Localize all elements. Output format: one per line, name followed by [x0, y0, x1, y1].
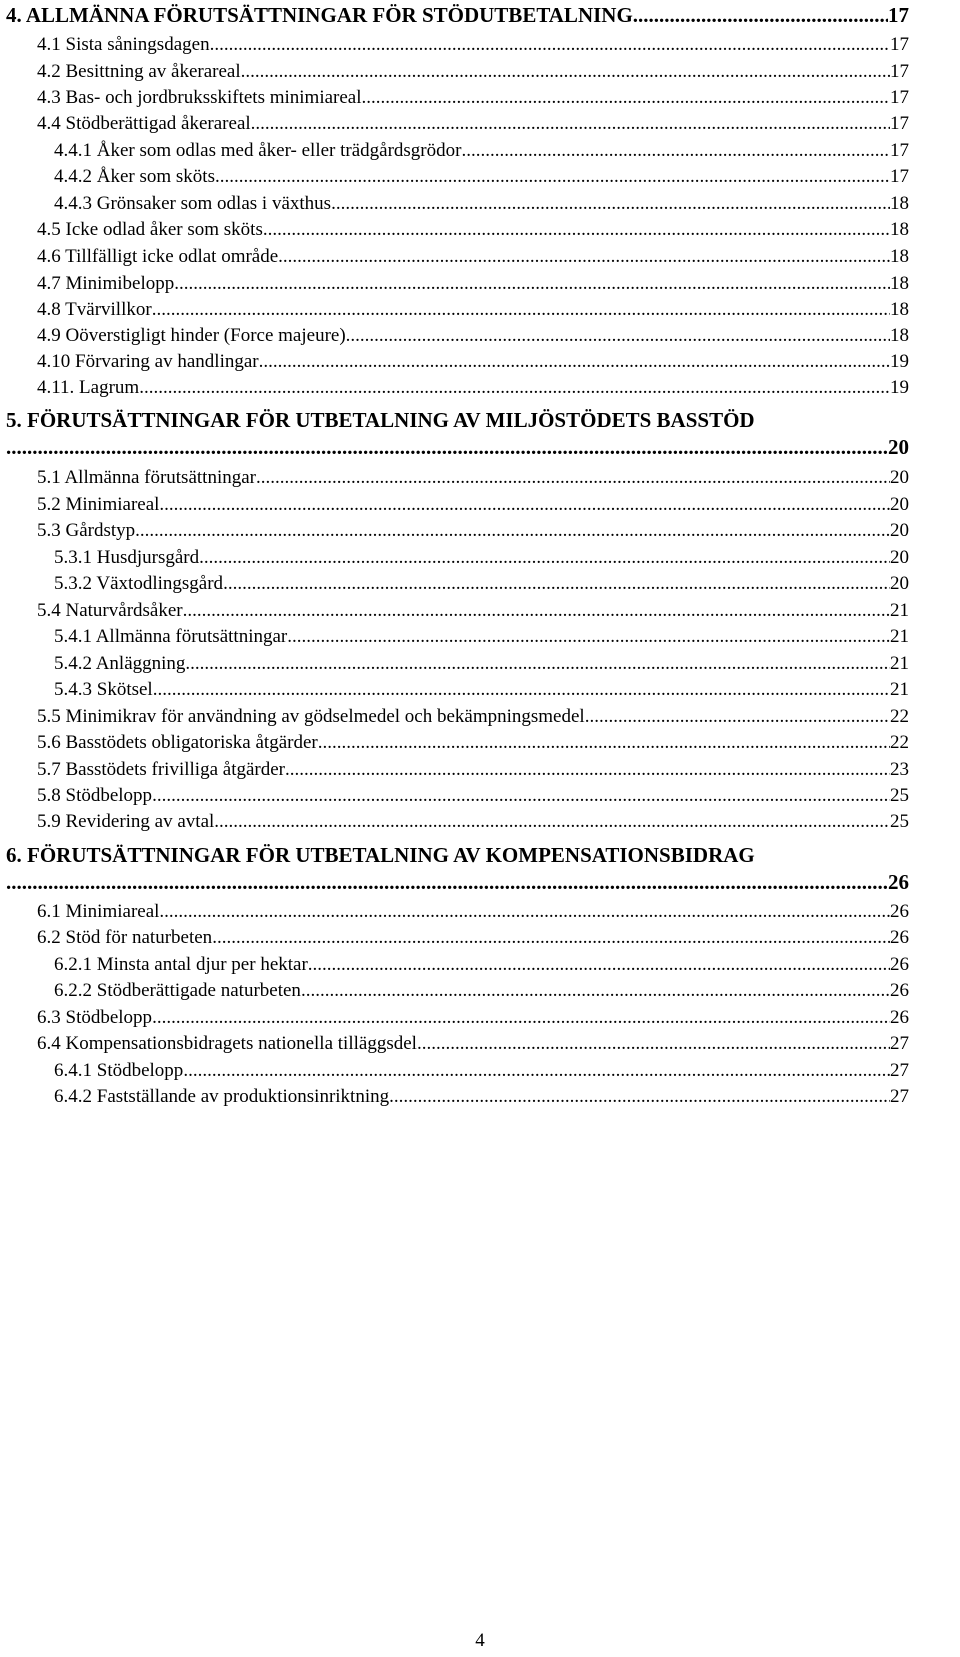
toc-entry-title: 6.2.2 Stödberättigade naturbeten: [54, 980, 301, 1001]
toc-entry-page: 26: [890, 954, 909, 975]
toc-entry-page: 27: [890, 1060, 909, 1081]
toc-heading-title: 6. FÖRUTSÄTTNINGAR FÖR UTBETALNING AV KOMPENSATIONSBIDRAG: [6, 843, 755, 867]
toc-entry-title: 6.3 Stödbelopp: [37, 1007, 153, 1028]
toc-entry-page: 26: [890, 1007, 909, 1028]
toc-entry[interactable]: [54, 678, 909, 702]
toc-entry[interactable]: [37, 493, 909, 517]
toc-heading-title: 5. FÖRUTSÄTTNINGAR FÖR UTBETALNING AV MILJÖSTÖDETS BASSTÖD: [6, 408, 755, 432]
toc-entry-title: 4.8 Tvärvillkor: [37, 299, 152, 320]
toc-leader-dots: [159, 900, 890, 924]
toc-entry-page: 26: [890, 927, 909, 948]
toc-entry-title: 5.6 Basstödets obligatoriska åtgärder: [37, 732, 318, 753]
toc-entry[interactable]: [54, 979, 909, 1003]
toc-entry-title: 4.5 Icke odlad åker som sköts: [37, 219, 263, 240]
toc-leader-dots: [256, 466, 890, 490]
toc-entry-page: 18: [890, 273, 909, 294]
toc-entry[interactable]: [54, 572, 909, 596]
toc-entry-page: 17: [890, 140, 909, 161]
toc-entry-title: 6.2.1 Minsta antal djur per hektar: [54, 954, 308, 975]
toc-entry-title: 4.2 Besittning av åkerareal: [37, 61, 241, 82]
toc-entry-title: 4.11. Lagrum: [37, 377, 140, 398]
toc-heading-page: 17: [888, 3, 909, 27]
toc-leader-dots: [6, 870, 888, 894]
toc-leader-dots: [174, 272, 890, 296]
toc-entry-page: 17: [890, 34, 909, 55]
toc-entry-page: 21: [890, 679, 909, 700]
toc-entry-page: 19: [890, 377, 909, 398]
toc-entry-page: 18: [890, 219, 909, 240]
toc-entry[interactable]: [37, 1032, 909, 1056]
toc-leader-dots: [585, 705, 890, 729]
toc-leader-dots: [152, 784, 890, 808]
toc-entry-page: 27: [890, 1086, 909, 1107]
toc-leader-dots: [183, 599, 890, 623]
toc-entry[interactable]: [37, 112, 909, 136]
toc-entry-page: 26: [890, 901, 909, 922]
toc-leader-dots: [223, 572, 890, 596]
toc-entry-title: 4.4.1 Åker som odlas med åker- eller trädgårdsgrödor: [54, 140, 462, 161]
toc-leader-dots: [263, 218, 890, 242]
toc-entry[interactable]: [37, 376, 909, 400]
toc-entry-page: 21: [890, 626, 909, 647]
toc-entry[interactable]: [37, 1006, 909, 1030]
toc-entry-page: 21: [890, 653, 909, 674]
toc-heading-page: 26: [888, 870, 909, 894]
toc-leader-dots: [461, 139, 890, 163]
toc-entry[interactable]: [54, 192, 909, 216]
toc-entry-title: 5.3.1 Husdjursgård: [54, 547, 200, 568]
toc-entry[interactable]: [37, 218, 909, 242]
toc-leader-dots: [362, 86, 890, 110]
toc-entry-page: 26: [890, 980, 909, 1001]
toc-leader-dots: [183, 1059, 890, 1083]
toc-leader-dots: [139, 376, 890, 400]
toc-entry-title: 5.9 Revidering av avtal: [37, 811, 215, 832]
toc-entry-page: 17: [890, 113, 909, 134]
toc-entry[interactable]: [37, 810, 909, 834]
toc-entry[interactable]: [54, 652, 909, 676]
toc-entry-page: 20: [890, 547, 909, 568]
toc-heading-title: 4. ALLMÄNNA FÖRUTSÄTTNINGAR FÖR STÖDUTBETALNING: [6, 3, 633, 27]
toc-entry[interactable]: [37, 60, 909, 84]
toc-entry-title: 4.4.3 Grönsaker som odlas i växthus: [54, 193, 332, 214]
toc-entry-page: 20: [890, 573, 909, 594]
toc-entry-title: 4.10 Förvaring av handlingar: [37, 351, 259, 372]
toc-leader-dots: [308, 953, 890, 977]
toc-entry-page: 18: [890, 325, 909, 346]
toc-leader-dots: [259, 350, 890, 374]
toc-entry[interactable]: [37, 324, 909, 348]
toc-entry-title: 4.7 Minimibelopp: [37, 273, 175, 294]
page-number: 4: [475, 1630, 485, 1651]
toc-entry-page: 21: [890, 600, 909, 621]
toc-entry[interactable]: [54, 1085, 909, 1109]
toc-entry-page: 22: [890, 706, 909, 727]
toc-entry-title: 5.3.2 Växtodlingsgård: [54, 573, 224, 594]
toc-entry[interactable]: [37, 705, 909, 729]
toc-leader-dots: [152, 1006, 890, 1030]
toc-leader-dots: [210, 33, 890, 57]
toc-leader-dots: [159, 493, 890, 517]
toc-entry-page: 19: [890, 351, 909, 372]
toc-entry-title: 5.4.2 Anläggning: [54, 653, 186, 674]
toc-leader-dots: [199, 546, 890, 570]
toc-entry[interactable]: [54, 625, 909, 649]
toc-heading-page: 20: [888, 435, 909, 459]
toc-entry-title: 5.4 Naturvårdsåker: [37, 600, 183, 621]
toc-entry[interactable]: [37, 350, 909, 374]
toc-entry-title: 4.1 Sista såningsdagen: [37, 34, 210, 55]
toc-leader-dots: [185, 652, 890, 676]
toc-entry-title: 6.2 Stöd för naturbeten: [37, 927, 213, 948]
toc-entry-page: 22: [890, 732, 909, 753]
toc-entry-title: 5.5 Minimikrav för användning av gödselmedel och bekämpningsmedel: [37, 706, 585, 727]
toc-entry[interactable]: [54, 953, 909, 977]
toc-leader-dots: [214, 810, 890, 834]
toc-entry-title: 6.1 Minimiareal: [37, 901, 160, 922]
toc-entry-page: 20: [890, 520, 909, 541]
toc-entry-page: 27: [890, 1033, 909, 1054]
toc-entry-title: 5.1 Allmänna förutsättningar: [37, 467, 256, 488]
toc-leader-dots: [331, 192, 890, 216]
toc-heading-6[interactable]: [6, 842, 755, 868]
toc-leader-dots: [215, 165, 890, 189]
toc-entry-title: 4.9 Oöverstigligt hinder (Force majeure): [37, 325, 346, 346]
toc-entry[interactable]: [37, 519, 909, 543]
toc-leader-dots: [6, 435, 888, 459]
toc-entry[interactable]: [54, 139, 909, 163]
toc-leader-dots: [318, 731, 890, 755]
toc-entry-page: 25: [890, 811, 909, 832]
toc-entry[interactable]: [37, 298, 909, 322]
toc-heading-6-page-line[interactable]: [6, 870, 909, 894]
toc-leader-dots: [251, 112, 890, 136]
toc-leader-dots: [152, 298, 890, 322]
toc-leader-dots: [241, 60, 890, 84]
toc-entry[interactable]: [37, 731, 909, 755]
toc-leader-dots: [287, 625, 890, 649]
toc-entry-title: 5.4.1 Allmänna förutsättningar: [54, 626, 288, 647]
toc-entry[interactable]: [37, 784, 909, 808]
toc-entry-title: 5.4.3 Skötsel: [54, 679, 153, 700]
toc-entry-page: 25: [890, 785, 909, 806]
toc-entry[interactable]: [37, 926, 909, 950]
toc-heading-5[interactable]: [6, 407, 755, 433]
toc-entry-page: 20: [890, 467, 909, 488]
toc-entry[interactable]: [54, 1059, 909, 1083]
toc-entry-title: 5.2 Minimiareal: [37, 494, 160, 515]
toc-entry[interactable]: [37, 272, 909, 296]
toc-entry-title: 5.3 Gårdstyp: [37, 520, 136, 541]
toc-entry[interactable]: [37, 900, 909, 924]
toc-entry-page: 18: [890, 299, 909, 320]
toc-heading-5-page-line[interactable]: [6, 435, 909, 459]
toc-entry[interactable]: [37, 86, 909, 110]
toc-entry[interactable]: [37, 758, 909, 782]
toc-leader-dots: [278, 245, 890, 269]
toc-leader-dots: [285, 758, 890, 782]
toc-entry[interactable]: [37, 245, 909, 269]
toc-entry-page: 17: [890, 87, 909, 108]
toc-entry-title: 5.7 Basstödets frivilliga åtgärder: [37, 759, 285, 780]
toc-leader-dots: [135, 519, 890, 543]
toc-entry[interactable]: [37, 599, 909, 623]
toc-leader-dots: [417, 1032, 890, 1056]
toc-entry-title: 6.4.1 Stödbelopp: [54, 1060, 184, 1081]
toc-heading-4[interactable]: [6, 3, 909, 27]
toc-entry-page: 17: [890, 166, 909, 187]
toc-entry[interactable]: [54, 546, 909, 570]
toc-entry-page: 23: [890, 759, 909, 780]
toc-leader-dots: [212, 926, 890, 950]
toc-leader-dots: [153, 678, 890, 702]
toc-entry-page: 20: [890, 494, 909, 515]
toc-entry-title: 6.4.2 Fastställande av produktionsinriktning: [54, 1086, 390, 1107]
toc-entry-title: 4.4 Stödberättigad åkerareal: [37, 113, 251, 134]
toc-entry-title: 4.6 Tillfälligt icke odlat område: [37, 246, 279, 267]
toc-leader-dots: [389, 1085, 890, 1109]
toc-entry[interactable]: [54, 165, 909, 189]
toc-entry-page: 17: [890, 61, 909, 82]
toc-leader-dots: [633, 3, 888, 27]
toc-entry-title: 6.4 Kompensationsbidragets nationella tilläggsdel: [37, 1033, 417, 1054]
toc-entry-page: 18: [890, 246, 909, 267]
toc-entry-title: 4.4.2 Åker som sköts: [54, 166, 215, 187]
toc-entry[interactable]: [37, 33, 909, 57]
toc-entry-title: 5.8 Stödbelopp: [37, 785, 153, 806]
toc-entry-page: 18: [890, 193, 909, 214]
toc-leader-dots: [346, 324, 890, 348]
toc-leader-dots: [301, 979, 890, 1003]
toc-entry-title: 4.3 Bas- och jordbruksskiftets minimiareal: [37, 87, 362, 108]
toc-entry[interactable]: [37, 466, 909, 490]
